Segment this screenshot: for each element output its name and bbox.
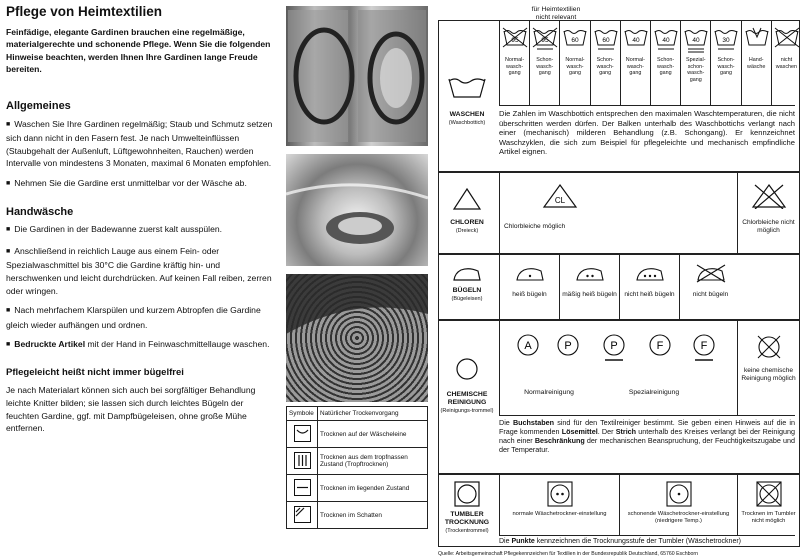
hand-wash-icon (744, 25, 770, 55)
chem-circle-p-icon (554, 333, 582, 363)
tumbler-caption: Trocknen im Tumbler nicht möglich (741, 511, 796, 524)
wash-temp-label: 40 (632, 37, 640, 44)
wash-column (710, 21, 740, 105)
wash-column (680, 21, 710, 105)
drum-drawing (286, 274, 428, 402)
wash-column-label: Schon- wasch- gang (536, 57, 554, 77)
chem-circle-f-icon (646, 333, 674, 363)
iron-caption: heiß bügeln (512, 291, 547, 298)
wash-column-label: Schon- wasch- gang (657, 57, 675, 77)
wash-column (529, 21, 559, 105)
no-chlor-icon (751, 183, 787, 209)
source-note: Quelle: Arbeitsgemeinschaft Pflegekennzeichen für Textilien in der Bundesrepublik Deutschland, 65760 Eschborn (438, 551, 699, 557)
wash-tub-icon (713, 25, 739, 55)
iron-column (559, 255, 619, 319)
chem-letter: F (656, 340, 664, 352)
iron-cells (499, 255, 799, 319)
tumbler-desc-pre: Die (499, 538, 512, 545)
row-tumbler (438, 474, 800, 547)
caption-chlor-ok: Chlorbleiche möglich (504, 223, 566, 230)
line-dry-icon (294, 425, 311, 442)
flat-dry-icon (294, 479, 311, 496)
wash-tub-icon (562, 25, 588, 55)
pflegeleicht-text: Je nach Materialart können sich auch bei sorgfältiger Behandlung leichte Knitter bilden; sie lassen sich durch leichtes Bügeln der feuchten Gardine, ggf. mit Dampfbügeleisen, ohne große Mühe entfernen. (6, 385, 256, 434)
wash-tub-icon (502, 25, 528, 55)
iron-column (679, 255, 741, 319)
shade-dry-icon (294, 506, 311, 523)
intro-text: Feinfädige, elegante Gardinen brauchen eine regelmäßige, materialgerechte und schonende Pflege. Wenn Sie die folgenden Hinweise beachten, werden Ihnen Ihre Gardinen lange Freude bereiten. (6, 26, 271, 75)
iron-caption: nicht bügeln (692, 291, 729, 298)
wash-tub-icon (623, 25, 649, 55)
wash-tub-icon (593, 25, 619, 55)
iron-caption: mäßig heiß bügeln (562, 291, 617, 298)
care-symbol-chart (438, 6, 800, 557)
chem-circle-f-icon (690, 333, 718, 363)
wash-column-label: nicht waschen (775, 57, 798, 70)
chem-letter: P (564, 340, 572, 352)
col-header-symbole: Symbole (287, 407, 318, 421)
tumbler-desc-bold: Punkte (511, 538, 535, 545)
chem-circle-a-icon (514, 333, 542, 363)
chem-caption: Normalreinigung (524, 389, 574, 396)
bullet-item: ■ Waschen Sie Ihre Gardinen regelmäßig; Staub und Schmutz setzen sich dann nicht in den Fasern fest. Je nach Umwelteinflüssen (Staubgehalt der Außenluft, Lüftgewohnheiten, Rauchen) werden Intervalle von mindestens 3 Monaten, maximal 6 Monaten empfohlen. (6, 118, 276, 170)
tumbler-icon (666, 481, 692, 507)
tumbler-icon (454, 481, 480, 507)
label-chem-sub: (Reinigungs-trommel) (440, 408, 494, 414)
page-title: Pflege von Heimtextilien (6, 4, 163, 19)
chem-desc-bold: Lösemittel (561, 427, 598, 436)
tumbler-description (499, 535, 795, 547)
chem-letter: P (610, 340, 618, 352)
drying-row-label: Trocknen im liegenden Zustand (318, 475, 428, 502)
wash-temp-label: 30 (722, 37, 731, 44)
wash-column-label: Normal- wasch- gang (505, 57, 525, 77)
row-chemische-reinigung (438, 320, 800, 474)
chem-desc-bold: Buchstaben (512, 418, 555, 427)
chem-letter: F (700, 340, 708, 352)
heading-allgemeines: Allgemeines (6, 99, 71, 112)
iron-icon (574, 263, 606, 283)
wash-temp-label: 40 (662, 37, 670, 44)
circle-icon (455, 357, 479, 381)
no-dryclean-icon (755, 333, 783, 361)
chem-letter: A (524, 340, 532, 352)
tumbler-caption: schonende Wäschetrockner-einstellung (niedrigere Temp.) (627, 511, 730, 524)
label-tumbler-sub: (Trockentrommel) (445, 528, 489, 534)
wash-tub-icon (653, 25, 679, 55)
wash-column-label: Schon- wasch- gang (717, 57, 735, 77)
wash-temp-label: 40 (692, 37, 700, 44)
tumbler-caption: normale Wäschetrockner-einstellung (512, 511, 607, 517)
chem-desc-text: . Der (597, 427, 616, 436)
label-buegeln-sub: (Bügeleisen) (451, 296, 483, 302)
bullet-item: ■ Nach mehrfachem Klarspülen und kurzem Abtropfen die Gardine gleich wieder aufhängen und ordnen. (6, 304, 276, 331)
wash-column-label: Normal- wasch- gang (625, 57, 645, 77)
wash-column (499, 21, 529, 105)
col-header-trockenvorgang: Natürlicher Trockenvorgang (318, 407, 428, 421)
heading-handwaesche: Handwäsche (6, 205, 74, 218)
wash-tub-icon (447, 73, 487, 99)
wash-column (650, 21, 680, 105)
wash-tub-icon (532, 25, 558, 55)
label-waschen: WASCHEN (449, 111, 485, 118)
wash-temp-label: 60 (571, 37, 580, 44)
wash-temp-label: 95 (511, 37, 519, 44)
no-wash-icon (774, 25, 800, 55)
iron-column (619, 255, 679, 319)
chem-desc-bold: Beschränkung (534, 436, 585, 445)
iron-caption: nicht heiß bügeln (624, 291, 675, 298)
chem-desc-bold: Strich (615, 427, 637, 436)
chem-desc-text: unterhalb des Kreises verlangt bei der Reinigung nach einer (499, 427, 795, 445)
drying-row-label: Trocknen im Schatten (318, 502, 428, 529)
label-buegeln: BÜGELN (452, 287, 482, 294)
wash-column-label: Spezial- schon- wasch- gang (686, 57, 706, 83)
chem-caption: Spezialreinigung (628, 389, 680, 396)
tumbler-column (737, 475, 799, 535)
bullet-item: ■ Die Gardinen in der Badewanne zuerst kalt ausspülen. (6, 223, 276, 238)
wash-column (559, 21, 589, 105)
cl-triangle-icon (542, 183, 578, 209)
water-drain-photo (286, 154, 428, 266)
washing-machine-drawing (286, 6, 428, 146)
wash-tub-icon (683, 25, 709, 55)
drying-symbol-table (286, 406, 428, 529)
chem-desc-text: der mechanischen Beanspruchung, der Feuchtigkeitszugabe und der Temperatur. (499, 436, 795, 454)
wash-temp-label: 60 (601, 37, 610, 44)
bullet-item (6, 338, 276, 353)
caption-chlor-no: Chlorbleiche nicht möglich (742, 219, 795, 234)
label-tumbler: TUMBLER TROCKNUNG (444, 511, 490, 526)
no-iron-icon (695, 263, 727, 283)
triangle-icon (452, 187, 482, 211)
wash-temp-label: 95 (541, 37, 549, 44)
wash-column (741, 21, 771, 105)
chem-desc-text: Die (499, 418, 513, 427)
bullet-item: ■ Nehmen Sie die Gardine erst unmittelbar vor der Wäsche ab. (6, 177, 276, 192)
iron-icon (634, 263, 666, 283)
wash-column (620, 21, 650, 105)
washing-machine-photo (286, 6, 428, 146)
no-tumble-icon (756, 481, 782, 507)
label-chloren: CHLOREN (450, 219, 484, 226)
water-drain-drawing (286, 154, 428, 266)
tumbler-desc-post: kennzeichnen die Trocknungsstufe der Tumbler (Wäschetrockner) (534, 538, 742, 545)
label-waschen-sub: (Waschbottich) (448, 120, 486, 126)
chem-cells (499, 321, 737, 415)
row-buegeln (438, 254, 800, 320)
tumbler-column (619, 475, 737, 535)
bold-phrase: Bedruckte Artikel (14, 339, 86, 350)
row-chloren (438, 172, 800, 254)
heading-pflegeleicht: Pflegeleicht heißt nicht immer bügelfrei (6, 366, 184, 378)
not-relevant-header: für Heimtextilien nicht relevant (531, 6, 581, 21)
wash-column-label: Normal- wasch- gang (565, 57, 585, 77)
chem-column-no (737, 321, 799, 415)
chem-desc-text: sind für den Textilreiniger bestimmt. Sie geben einen Hinweis auf die in Frage kommenden (499, 418, 795, 436)
cl-letters: CL (554, 196, 566, 205)
waschen-description: Die Zahlen im Waschbottich entsprechen den maximalen Waschtemperaturen, die nicht überschritten werden dürfen. Der Balken unterhalb des Waschbottichs verlangt nach einer (mechanisch) milderen Behandlung (z.B. Schongang). Er kennzeichnet Waschzyklen, die sich zum Beispiel für pflegeleichte und mechanisch empfindliche Artikel eignen. (499, 105, 795, 157)
wash-column-label: Schon- wasch- gang (596, 57, 614, 77)
left-text-column (6, 6, 276, 442)
bullet-text: mit der Hand in Feinwaschmittellauge waschen. (85, 339, 270, 350)
drying-row-label: Trocknen aus dem tropfnassen Zustand (Tropftrocknen) (318, 448, 428, 475)
label-chloren-sub: (Dreieck) (455, 228, 479, 234)
row-waschen (438, 20, 800, 172)
drip-dry-icon (294, 452, 311, 469)
wash-column (590, 21, 620, 105)
wash-column (771, 21, 801, 105)
chem-caption: keine chemische Reinigung möglich (741, 367, 796, 382)
iron-icon (451, 263, 483, 283)
tumbler-column (499, 475, 619, 535)
tumbler-icon (547, 481, 573, 507)
iron-icon (514, 263, 546, 283)
bullet-item: ■ Anschließend in reichlich Lauge aus einem Fein- oder Spezialwaschmittel bis 30°C die Gardine kräftig hin- und herschwenken und leicht durchdrücken. Auf keinen Fall reiben, zerren oder wringen. (6, 245, 276, 297)
chem-circle-p-icon (600, 333, 628, 363)
drying-row-label: Trocknen auf der Wäscheleine (318, 421, 428, 448)
wash-column-label: Hand- wäsche (747, 57, 766, 70)
drum-photo (286, 274, 428, 402)
label-chem: CHEMISCHE REINIGUNG (446, 391, 488, 406)
iron-column (499, 255, 559, 319)
chem-description (499, 415, 795, 454)
